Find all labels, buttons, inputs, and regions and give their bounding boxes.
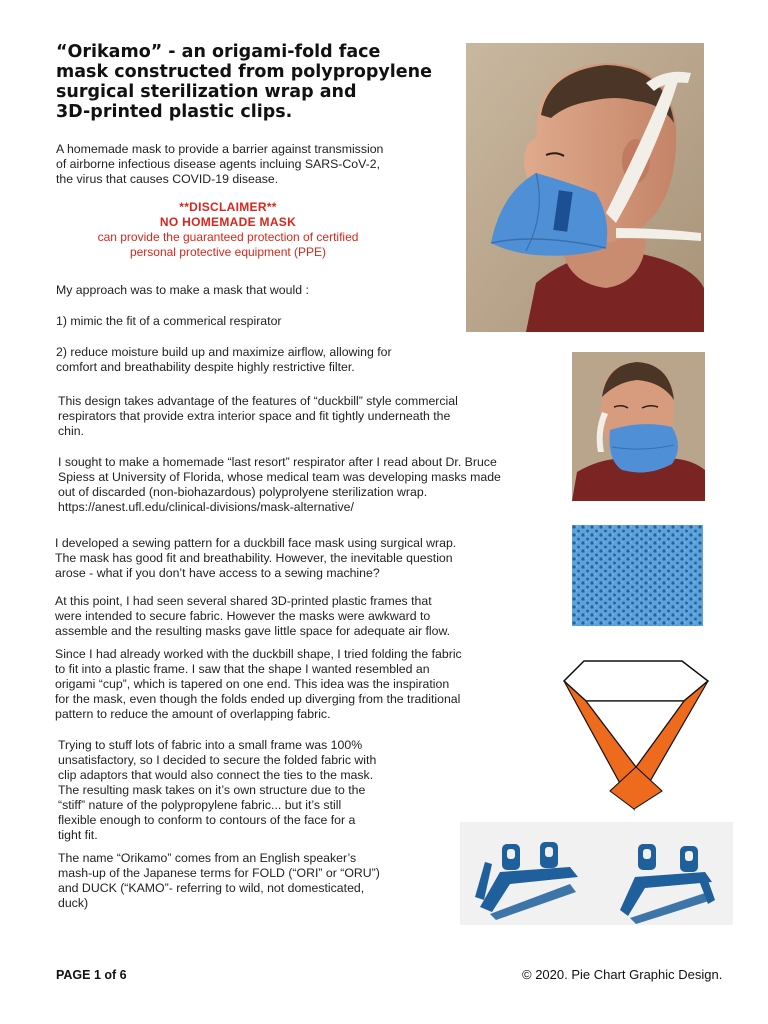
folding-paragraph xyxy=(55,647,462,722)
disclaimer-subheading: NO HOMEMADE MASK xyxy=(159,215,297,229)
origami-cup-illustration xyxy=(560,655,710,815)
front-mask-photo xyxy=(572,352,705,501)
sewing-line: The mask has good fit and breathability. However, the inevitable question xyxy=(55,551,453,565)
clips-line: Trying to stuff lots of fabric into a small frame was 100% xyxy=(58,738,363,752)
sewing-line: arose - what if you don’t have access to a sewing machine? xyxy=(55,566,380,580)
clips-line: clip adaptors that would also connect the ties to the mask. xyxy=(58,768,374,782)
profile-mask-photo xyxy=(466,43,704,332)
design-line: respirators that provide extra interior space and fit tightly underneath the xyxy=(58,409,451,423)
clips-line: flexible enough to conform to contours of the face for a xyxy=(58,813,356,827)
fabric-texture-photo xyxy=(572,525,703,626)
clips-line: The resulting mask takes on it’s own structure due to the xyxy=(58,783,366,797)
folding-line: Since I had already worked with the duckbill shape, I tried folding the fabric xyxy=(55,647,462,661)
design-line: This design takes advantage of the features of “duckbill” style commercial xyxy=(58,394,458,408)
origin-paragraph xyxy=(58,455,501,515)
approach-point-2-line: comfort and breathability despite highly restrictive filter. xyxy=(56,360,355,374)
name-paragraph xyxy=(58,851,380,911)
name-line: mash-up of the Japanese terms for FOLD (“ORI” or “ORU”) xyxy=(58,866,380,880)
clips-line: tight fit. xyxy=(58,828,98,842)
intro-line: of airborne infectious disease agents incluing SARS-CoV-2, xyxy=(56,157,380,171)
approach-intro: My approach was to make a mask that would : xyxy=(56,283,309,297)
disclaimer-line: personal protective equipment (PPE) xyxy=(129,245,327,259)
sewing-paragraph xyxy=(55,536,456,581)
title-line: mask constructed from polypropylene xyxy=(56,62,433,82)
disclaimer-heading: **DISCLAIMER** xyxy=(179,200,277,214)
design-paragraph xyxy=(58,394,458,439)
page-title xyxy=(56,42,456,122)
clips-line: “stiff” nature of the polypropylene fabric... but it’s still xyxy=(58,798,342,812)
name-line: and DUCK (“KAMO”- referring to wild, not domesticated, xyxy=(58,881,365,895)
reference-link[interactable]: https://anest.ufl.edu/clinical-divisions/mask-alternative/ xyxy=(58,500,354,514)
intro-paragraph xyxy=(56,142,383,187)
origin-line: I sought to make a homemade “last resort” respirator after I read about Dr. Bruce xyxy=(58,455,497,469)
frames-paragraph xyxy=(55,594,450,639)
folding-line: pattern to reduce the amount of overlapping fabric. xyxy=(55,707,331,721)
approach-point-2-line: 2) reduce moisture build up and maximize airflow, allowing for xyxy=(56,345,392,359)
frames-line: At this point, I had seen several shared 3D-printed plastic frames that xyxy=(55,594,432,608)
page-number: PAGE 1 of 6 xyxy=(56,968,127,982)
disclaimer-line: can provide the guaranteed protection of certified xyxy=(97,230,359,244)
title-line: surgical sterilization wrap and xyxy=(56,82,357,102)
title-line: “Orikamo” - an origami-fold face xyxy=(56,42,381,62)
folding-line: for the mask, even though the folds ended up diverging from the traditional xyxy=(55,692,461,706)
approach-point-1: 1) mimic the fit of a commerical respirator xyxy=(56,314,282,328)
frames-line: assemble and the resulting masks gave little space for adequate air flow. xyxy=(55,624,451,638)
folding-line: to fit into a plastic frame. I saw that the shape I wanted resembled an xyxy=(55,662,430,676)
intro-line: the virus that causes COVID-19 disease. xyxy=(56,172,279,186)
copyright-notice: © 2020. Pie Chart Graphic Design. xyxy=(522,967,723,982)
intro-line: A homemade mask to provide a barrier against transmission xyxy=(56,142,384,156)
disclaimer-block xyxy=(56,200,400,260)
name-line: duck) xyxy=(58,896,89,910)
sewing-line: I developed a sewing pattern for a duckbill face mask using surgical wrap. xyxy=(55,536,457,550)
name-line: The name “Orikamo” comes from an English speaker’s xyxy=(58,851,357,865)
design-line: chin. xyxy=(58,424,84,438)
frames-line: were intended to secure fabric. However the masks were awkward to xyxy=(55,609,431,623)
origin-line: Spiess at University of Florida, whose medical team was developing masks made xyxy=(58,470,501,484)
origin-line: out of discarded (non-biohazardous) polyprolyene sterilization wrap. xyxy=(58,485,428,499)
clips-line: unsatisfactory, so I decided to secure the folded fabric with xyxy=(58,753,377,767)
printed-clips-photo xyxy=(460,822,733,925)
approach-point-2 xyxy=(56,345,392,375)
folding-line: origami “cup”, which is tapered on one end. This idea was the inspiration xyxy=(55,677,450,691)
title-line: 3D-printed plastic clips. xyxy=(56,102,293,122)
clips-paragraph xyxy=(58,738,376,843)
